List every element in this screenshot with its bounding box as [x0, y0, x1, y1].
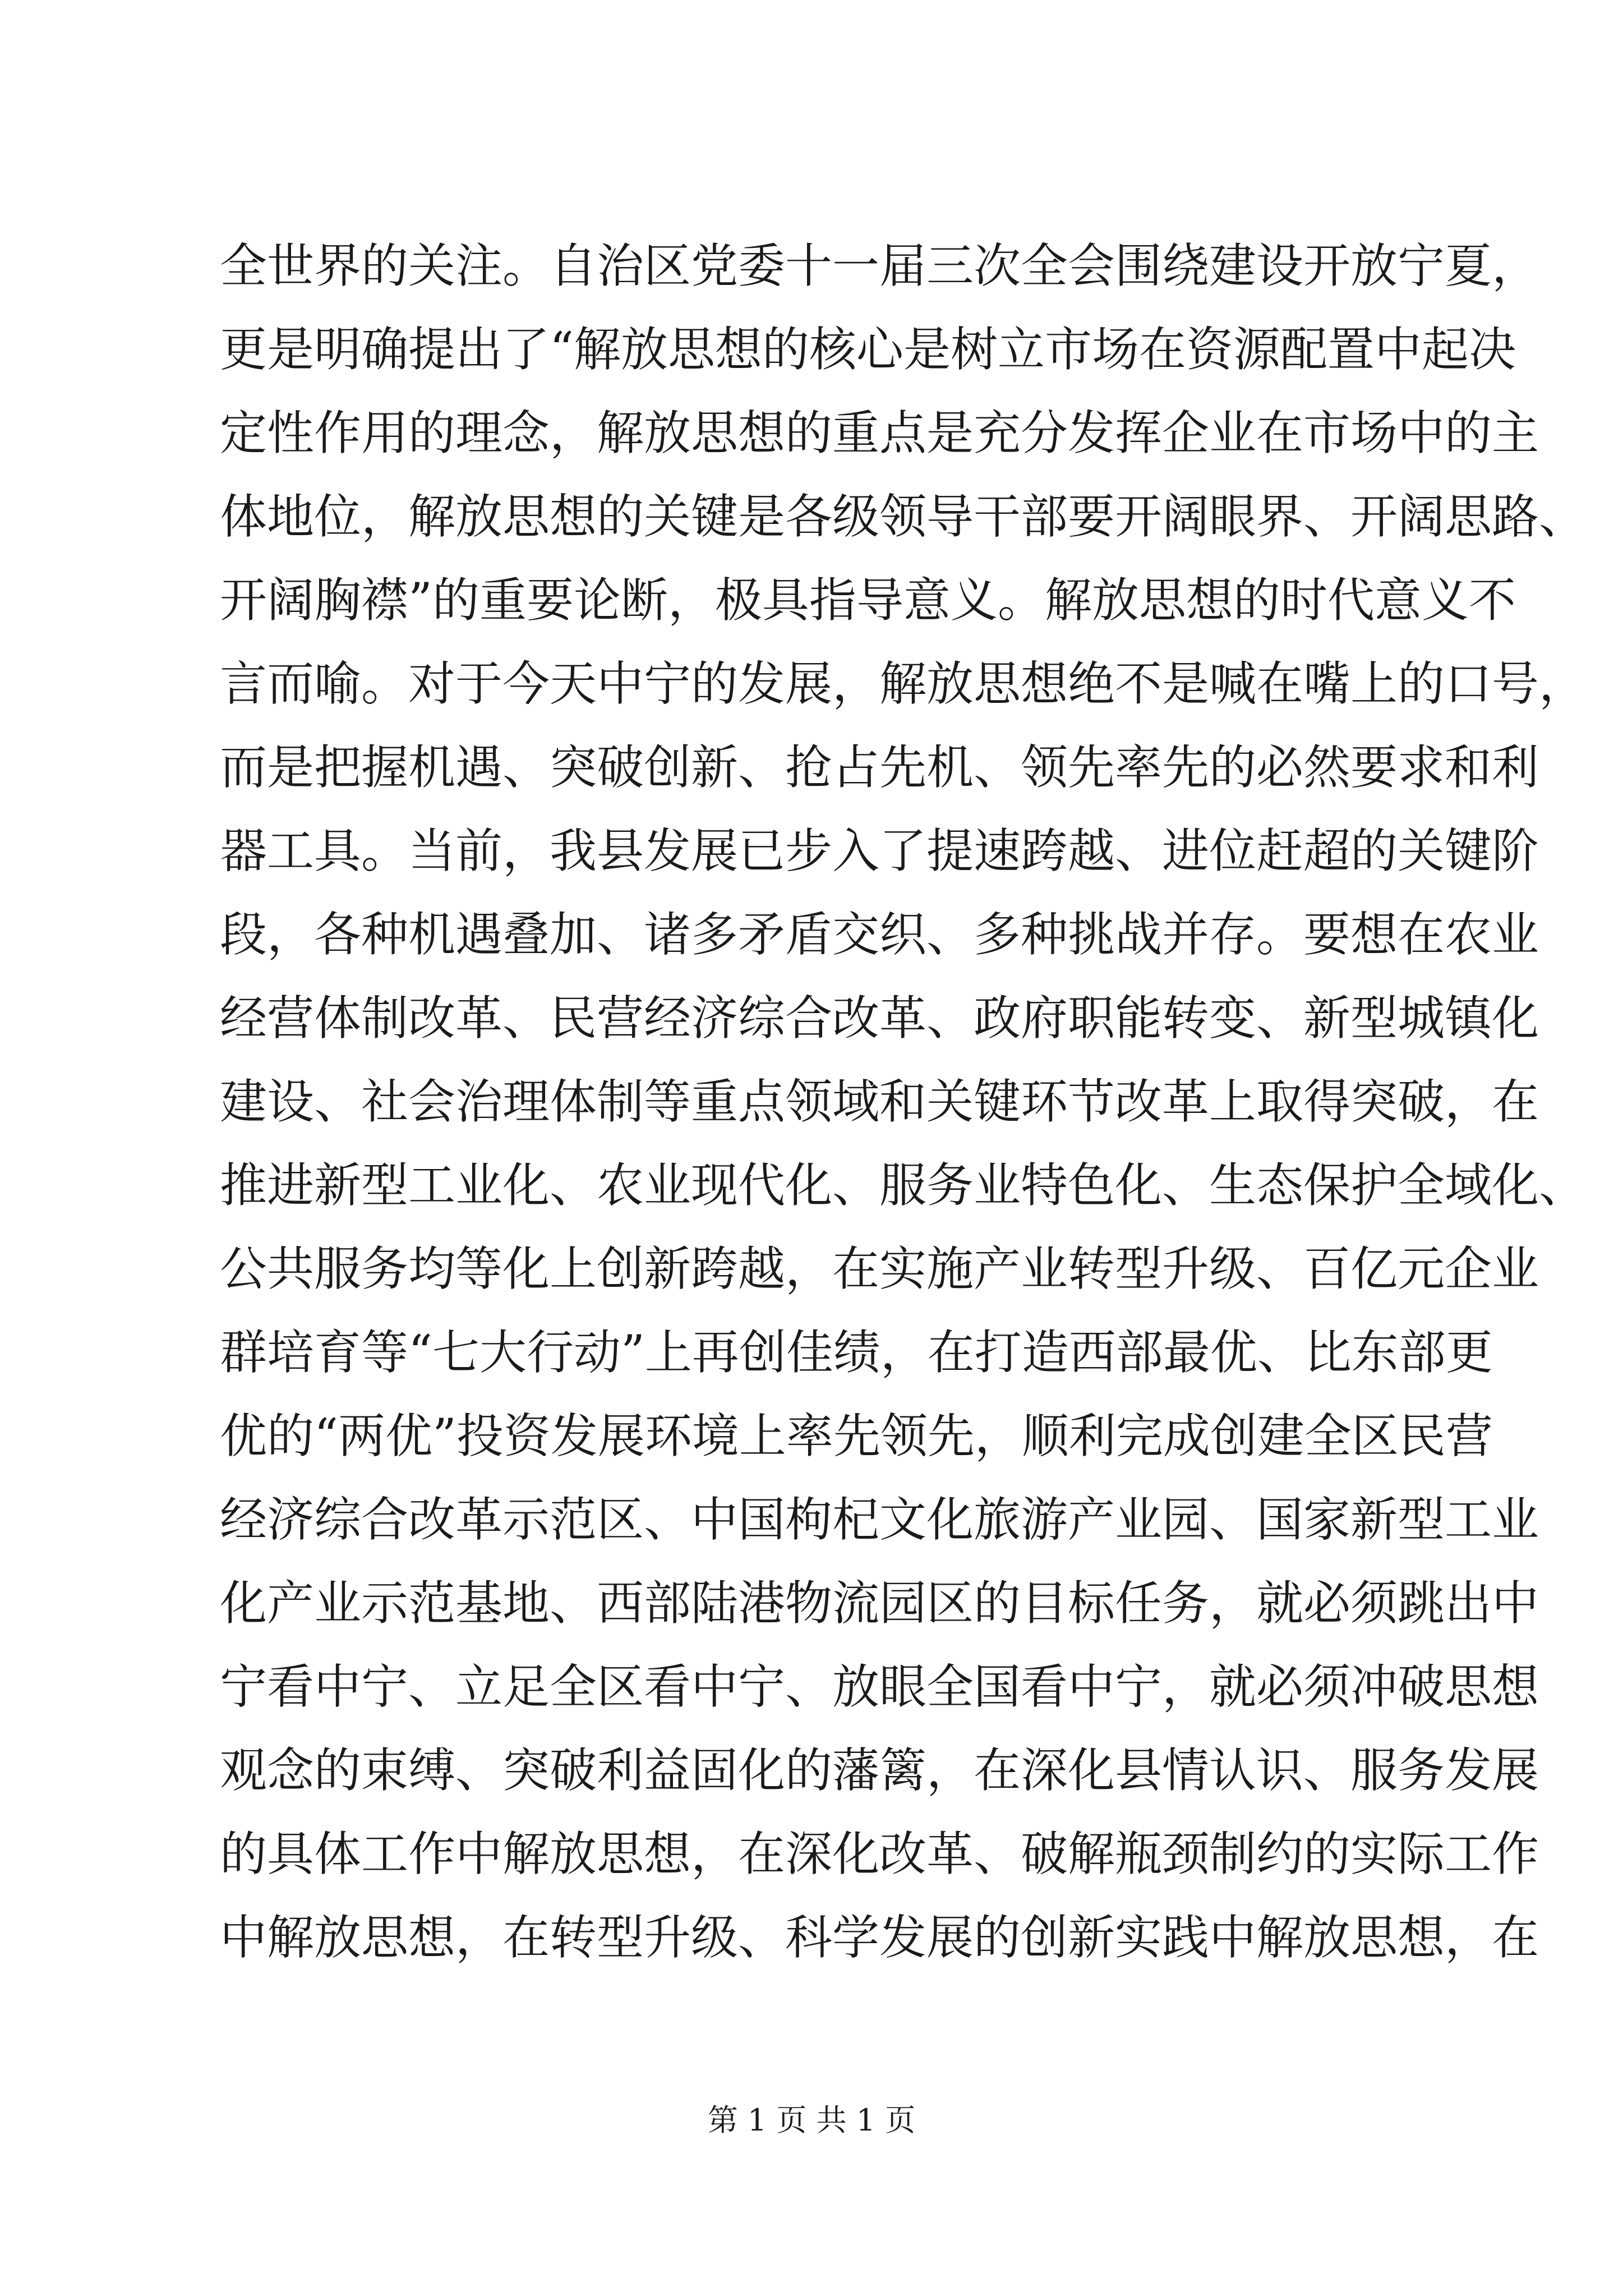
body-text: [220, 224, 1587, 1980]
text-line: 群培育等“七大行动”上再创佳绩，在打造西部最优、比东部更: [220, 1325, 1493, 1380]
text-line: 公共服务均等化上创新跨越，在实施产业转型升级、百亿元企业: [220, 1241, 1539, 1296]
text-line: 器工具。当前，我县发展已步入了提速跨越、进位赶超的关键阶: [220, 823, 1539, 878]
text-line: 优的“两优”投资发展环境上率先领先，顺利完成创建全区民营: [220, 1409, 1493, 1464]
text-line: 全世界的关注。自治区党委十一届三次全会围绕建设开放宁夏，: [220, 238, 1539, 293]
text-line: 段，各种机遇叠加、诸多矛盾交织、多种挑战并存。要想在农业: [220, 907, 1539, 962]
text-line: 而是把握机遇、突破创新、抢占先机、领先率先的必然要求和利: [220, 740, 1539, 795]
text-line: 定性作用的理念，解放思想的重点是充分发挥企业在市场中的主: [220, 406, 1539, 461]
text-line: 经营体制改革、民营经济综合改革、政府职能转变、新型城镇化: [220, 991, 1539, 1046]
text-line: 更是明确提出了“解放思想的核心是树立市场在资源配置中起决: [220, 322, 1516, 377]
text-line: 建设、社会治理体制等重点领域和关键环节改革上取得突破，在: [220, 1074, 1539, 1129]
text-line: 经济综合改革示范区、中国枸杞文化旅游产业园、国家新型工业: [220, 1492, 1539, 1547]
text-line: 体地位，解放思想的关键是各级领导干部要开阔眼界、开阔思路、: [220, 489, 1587, 544]
text-line: 中解放思想，在转型升级、科学发展的创新实践中解放思想，在: [220, 1910, 1539, 1965]
text-line: 化产业示范基地、西部陆港物流园区的目标任务，就必须跳出中: [220, 1576, 1539, 1631]
page-footer: 第 1 页 共 1 页: [707, 2102, 916, 2138]
text-line: 的具体工作中解放思想，在深化改革、破解瓶颈制约的实际工作: [220, 1826, 1539, 1881]
text-line: 推进新型工业化、农业现代化、服务业特色化、生态保护全域化、: [220, 1158, 1587, 1213]
text-line: 言而喻。对于今天中宁的发展，解放思想绝不是喊在嘴上的口号，: [220, 656, 1587, 711]
text-line: 观念的束缚、突破利益固化的藩篱，在深化县情认识、服务发展: [220, 1743, 1539, 1798]
text-line: 开阔胸襟”的重要论断，极具指导意义。解放思想的时代意义不: [220, 573, 1516, 628]
text-line: 宁看中宁、立足全区看中宁、放眼全国看中宁，就必须冲破思想: [220, 1659, 1539, 1714]
